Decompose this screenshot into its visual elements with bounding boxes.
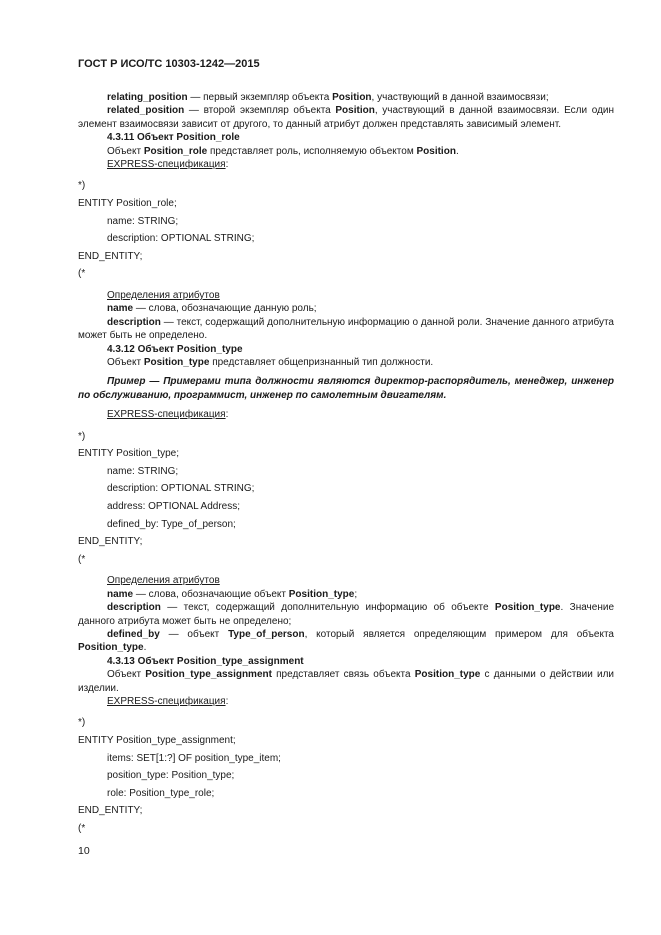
code-line: *) bbox=[78, 180, 86, 192]
express-spec-label: EXPRESS-спецификация: bbox=[107, 696, 229, 708]
section-heading-4-3-11: 4.3.11 Объект Position_role bbox=[107, 132, 240, 144]
code-line: items: SET[1:?] OF position_type_item; bbox=[107, 752, 281, 764]
attribute-definitions-label: Определения атрибутов bbox=[107, 290, 220, 301]
code-line: *) bbox=[78, 717, 86, 729]
express-code-block-position-type-assignment bbox=[78, 714, 614, 837]
section-heading-4-3-12: 4.3.12 Объект Position_type bbox=[107, 343, 243, 355]
code-line: END_ENTITY; bbox=[78, 536, 143, 548]
code-line: END_ENTITY; bbox=[78, 250, 143, 262]
express-spec-label: EXPRESS-спецификация: bbox=[107, 159, 229, 171]
code-line: (* bbox=[78, 823, 86, 835]
express-code-block-position-role bbox=[78, 177, 614, 283]
code-line: description: OPTIONAL STRING; bbox=[107, 233, 255, 245]
position-type-description: Объект Position_type представляет общепризнанный тип должности. bbox=[107, 357, 434, 369]
code-line: ENTITY Position_type; bbox=[78, 448, 179, 460]
code-line: END_ENTITY; bbox=[78, 805, 143, 817]
code-line: name: STRING; bbox=[107, 215, 179, 227]
page-number: 10 bbox=[78, 845, 90, 857]
code-line: address: OPTIONAL Address; bbox=[107, 501, 241, 513]
code-line: role: Position_type_role; bbox=[107, 787, 215, 799]
code-line: (* bbox=[78, 553, 86, 565]
attr-definition-description: description — текст, содержащий дополнительную информацию об объекте Position_type. Значение данного атрибута может быть не определено; bbox=[78, 602, 615, 627]
code-line: position_type: Position_type; bbox=[107, 770, 235, 782]
express-code-block-position-type bbox=[78, 428, 614, 569]
express-spec-label: EXPRESS-спецификация: bbox=[107, 409, 229, 421]
attr-definition-name: name — слова, обозначающие объект Position_type; bbox=[107, 588, 358, 600]
page-content bbox=[78, 91, 614, 838]
related-position-term: related_position bbox=[107, 105, 185, 117]
code-line: name: STRING; bbox=[107, 465, 179, 477]
relating-position-definition: relating_position — первый экземпляр объекта Position, участвующий в данной взаимосвязи; bbox=[107, 92, 549, 103]
code-line: ENTITY Position_role; bbox=[78, 198, 177, 210]
attr-definition-defined-by: defined_by — объект Type_of_person, который является определяющим примером для объекта Position_type. bbox=[78, 629, 614, 654]
attr-definition-name: name — слова, обозначающие данную роль; bbox=[107, 303, 317, 315]
code-line: (* bbox=[78, 268, 86, 280]
example-note: Пример — Примерами типа должности являются директор-распорядитель, менеджер, инженер по обслуживанию, программист, инженер по самолетным двигателям. bbox=[78, 376, 614, 401]
position-type-assignment-description: Объект Position_type_assignment представляет связь объекта Position_type с данными о действии или изделии. bbox=[78, 669, 614, 694]
code-line: defined_by: Type_of_person; bbox=[107, 518, 236, 530]
related-position-definition: related_position — второй экземпляр объекта Position, участвующий в данной взаимосвязи. Если один элемент взаимосвязи зависит от другого, то данный атрибут должен представлять зависимый элемент. bbox=[78, 105, 615, 130]
section-heading-4-3-13: 4.3.13 Объект Position_type_assignment bbox=[107, 655, 304, 667]
attr-definition-description: description — текст, содержащий дополнительную информацию о данной роли. Значение данного атрибута может быть не определено. bbox=[78, 316, 614, 342]
code-line: ENTITY Position_type_assignment; bbox=[78, 735, 236, 747]
relating-position-term: relating_position bbox=[107, 92, 188, 103]
code-line: *) bbox=[78, 430, 86, 442]
attribute-definitions-label: Определения атрибутов bbox=[107, 575, 220, 587]
code-line: description: OPTIONAL STRING; bbox=[107, 483, 255, 495]
position-role-description: Объект Position_role представляет роль, исполняемую объектом Position. bbox=[107, 145, 459, 157]
document-header: ГОСТ Р ИСО/ТС 10303-1242—2015 bbox=[78, 58, 260, 70]
